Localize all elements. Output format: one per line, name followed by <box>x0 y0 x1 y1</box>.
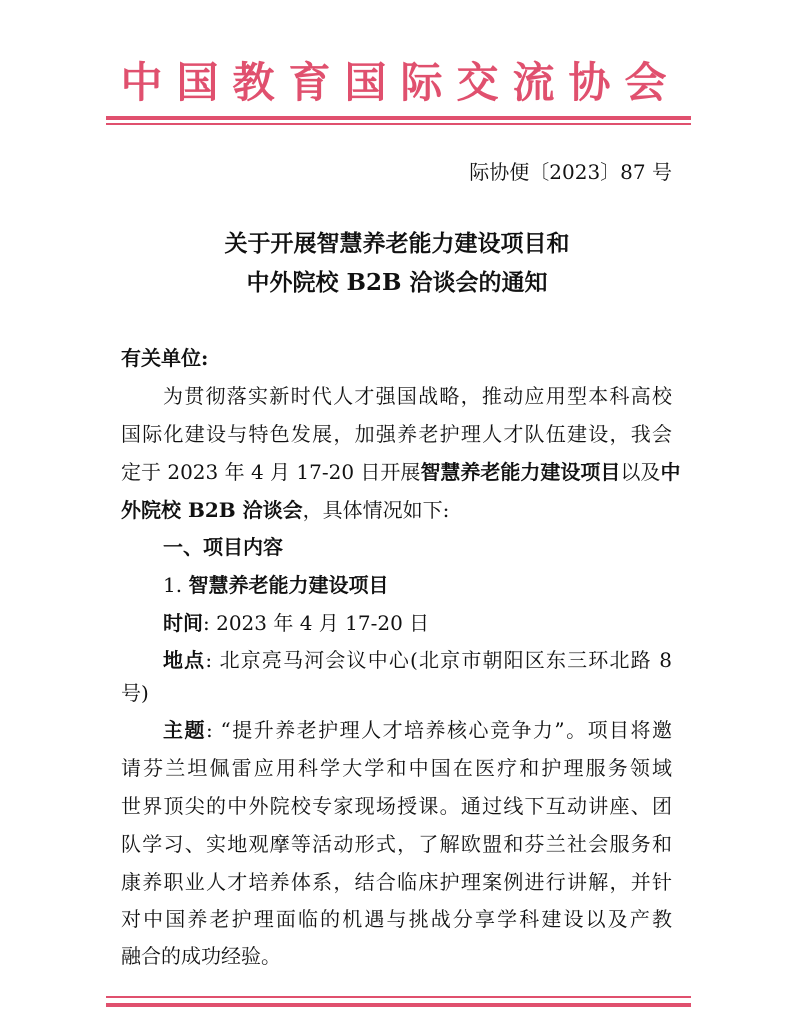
body-text: 为贯彻落实新时代人才强国战略，推动应用型本科高校 <box>163 384 672 408</box>
body-line <box>121 458 681 486</box>
body-line <box>121 679 672 707</box>
body-text: 对中国养老护理面临的机遇与挑战分享学科建设以及产教 <box>121 907 672 931</box>
body-line <box>121 754 672 782</box>
footer-rule-thin <box>106 996 691 998</box>
body-line <box>163 609 672 637</box>
body-text: 1. <box>163 573 189 597</box>
body-text: 国际化建设与特色发展，加强养老护理人才队伍建设，我会 <box>121 422 672 446</box>
bold-text: 外院校 B2B 洽谈会 <box>121 498 303 522</box>
body-text: 请芬兰坦佩雷应用科学大学和中国在医疗和护理服务领域 <box>121 756 672 780</box>
letterhead-rule-thick <box>106 116 691 120</box>
body-text: 队学习、实地观摩等活动形式，了解欧盟和芬兰社会服务和 <box>121 832 672 856</box>
bold-text: 智慧养老能力建设项目 <box>188 573 389 597</box>
body-text: 以及 <box>620 460 661 484</box>
bold-text: 一、项目内容 <box>163 535 283 559</box>
body-line <box>121 792 672 820</box>
body-line <box>121 905 672 933</box>
bold-text: 智慧养老能力建设项目 <box>420 460 621 484</box>
body-line <box>163 716 672 744</box>
body-line <box>121 344 672 372</box>
body-line <box>163 533 672 561</box>
letterhead-rule-thin <box>106 123 691 125</box>
bold-text: 时间 <box>163 611 203 635</box>
body-line <box>121 830 672 858</box>
body-text: : “提升养老护理人才培养核心竞争力”。项目将邀 <box>205 718 673 742</box>
body-line <box>121 942 672 970</box>
body-line <box>163 382 672 410</box>
body-text: 融合的成功经验。 <box>121 944 281 968</box>
body-text: 定于 2023 年 4 月 17-20 日开展 <box>121 460 421 484</box>
body-text: : 北京亮马河会议中心(北京市朝阳区东三环北路 8 <box>205 648 673 672</box>
footer-rule-thick <box>106 1003 691 1007</box>
body-text: 号) <box>121 681 149 705</box>
body-line <box>121 868 672 896</box>
bold-text: 主题 <box>163 718 206 742</box>
body-line <box>163 646 672 674</box>
bold-text: 地点 <box>163 648 206 672</box>
bold-text: 有关单位: <box>121 346 209 370</box>
organization-letterhead: 中国教育国际交流协会 <box>120 58 681 107</box>
body-line <box>121 420 672 448</box>
bold-text: 中 <box>660 460 681 484</box>
document-title-line-2: 中外院校 B2B 洽谈会的通知 <box>246 269 548 296</box>
body-line <box>121 496 672 524</box>
body-text: 世界顶尖的中外院校专家现场授课。通过线下互动讲座、团 <box>121 794 672 818</box>
body-text: 康养职业人才培养体系，结合临床护理案例进行讲解，并针 <box>121 870 672 894</box>
body-text: : 2023 年 4 月 17-20 日 <box>203 611 430 635</box>
document-number: 际协便〔2023〕87 号 <box>469 160 672 184</box>
body-line <box>163 571 672 599</box>
document-title-line-1: 关于开展智慧养老能力建设项目和 <box>224 230 570 257</box>
body-text: ，具体情况如下: <box>302 498 450 522</box>
